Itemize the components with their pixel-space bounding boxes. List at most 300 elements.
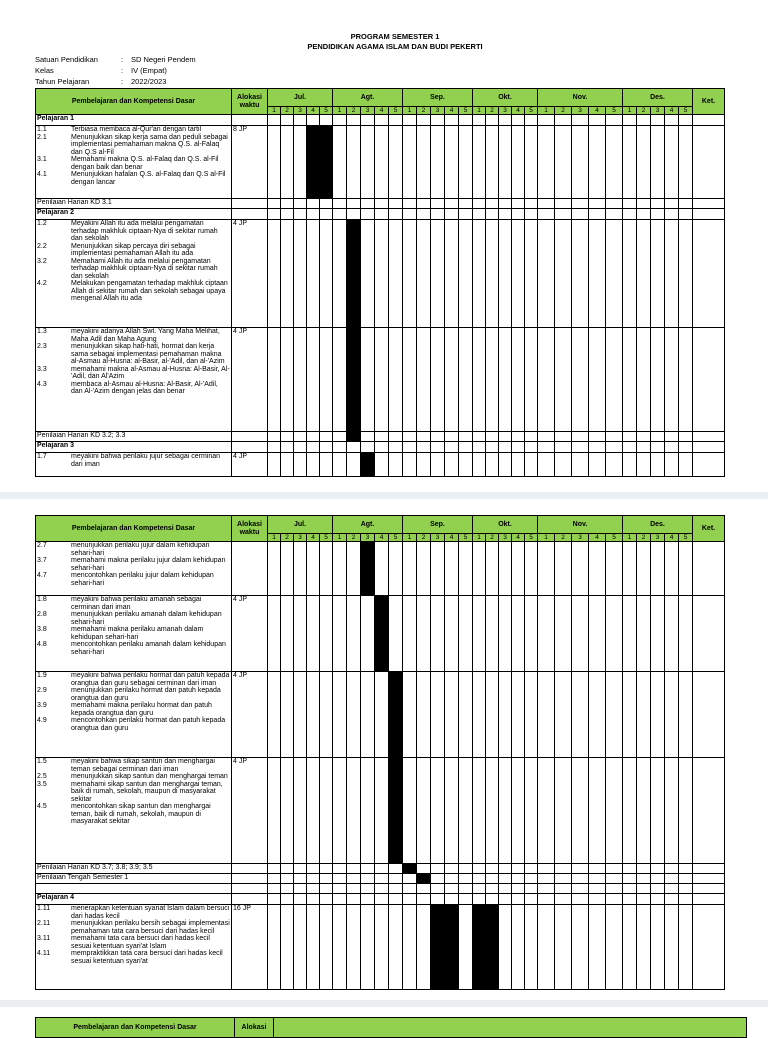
ket-header: Ket. [693,516,725,542]
week-cell [417,758,431,864]
week-cell [606,894,623,905]
week-cell [403,126,417,199]
week-cell [307,905,320,990]
week-cell [486,126,499,199]
week-cell [320,596,333,672]
lesson-title: Pelajaran 4 [36,894,232,905]
alokasi-cell: 4 JP [232,672,268,758]
week-number: 5 [320,107,333,115]
week-cell [606,672,623,758]
week-cell [361,199,375,209]
week-cell [538,884,555,894]
week-cell [623,209,637,220]
kd-item [37,781,230,804]
week-cell [486,596,499,672]
week-cell [375,328,389,432]
kd-number: 3.7 [37,557,47,565]
week-cell [679,596,693,672]
week-cell [555,542,572,596]
kd-number: 4.5 [37,803,47,811]
alokasi-header: Alokasi [235,1018,274,1038]
week-cell [589,199,606,209]
month-header: Sep. [403,89,473,107]
week-cell [623,758,637,864]
week-cell [637,432,651,442]
week-cell [307,596,320,672]
alokasi-cell: 8 JP [232,126,268,199]
week-cell [525,884,538,894]
week-cell [333,115,347,126]
kd-number: 1.2 [37,220,47,228]
week-cell [679,442,693,453]
kd-text: meyakini bahwa sikap santun dan menghargai teman sebagai cerminan dari iman [71,758,215,773]
week-cell [572,884,589,894]
ket-cell [693,432,725,442]
kd-number: 2.8 [37,611,47,619]
info-value: 2022/2023 [131,77,167,86]
alokasi-cell [232,209,268,220]
week-cell [499,596,512,672]
week-cell [431,453,445,477]
kd-text: mencontohkan perilaku jujur dalam kehidupan sehari-hari [71,572,214,587]
week-cell [361,894,375,905]
week-cell [555,126,572,199]
week-cell [572,905,589,990]
week-cell [347,126,361,199]
week-cell [572,432,589,442]
kd-cell [36,596,232,672]
kd-text: meyakini bahwa perilaku jujur sebagai cerminan dari iman [71,453,221,468]
week-cell [281,542,294,596]
week-cell [473,126,486,199]
week-cell [651,874,665,884]
week-cell [572,328,589,432]
week-cell [679,672,693,758]
week-cell [403,432,417,442]
week-cell [294,905,307,990]
kd-cell [36,126,232,199]
week-cell [403,596,417,672]
kd-item [37,758,230,773]
week-cell [361,672,375,758]
week-cell [307,864,320,874]
week-cell [403,672,417,758]
week-cell [320,672,333,758]
kd-text: meyakini bahwa perilaku amanah sebagai cerminan dari iman [71,596,202,611]
week-cell [333,905,347,990]
week-cell [486,220,499,328]
week-cell [268,442,281,453]
week-cell [665,894,679,905]
week-cell [637,905,651,990]
week-number: 2 [555,107,572,115]
week-number: 5 [606,534,623,542]
week-cell [333,209,347,220]
week-cell [445,115,459,126]
week-cell [512,126,525,199]
alokasi-cell [232,542,268,596]
week-cell [375,758,389,864]
kd-item [37,243,230,258]
week-cell [417,126,431,199]
week-cell [555,905,572,990]
week-cell [512,115,525,126]
week-cell [651,328,665,432]
kd-number: 2.7 [37,542,47,550]
week-cell [361,874,375,884]
week-cell [499,126,512,199]
week-cell [606,864,623,874]
kd-text: menerapkan ketentuan syariat Islam dalam bersuci dari hadas kecil [71,905,230,920]
week-number: 1 [538,107,555,115]
week-cell [651,126,665,199]
kd-item [37,572,230,587]
kd-item [37,542,230,557]
schedule-bar [445,905,459,990]
week-cell [637,542,651,596]
week-cell [389,126,403,199]
week-cell [637,328,651,432]
week-number: 5 [320,534,333,542]
week-cell [268,432,281,442]
week-cell [347,542,361,596]
week-cell [375,199,389,209]
week-cell [665,220,679,328]
week-cell [389,884,403,894]
week-cell [651,864,665,874]
week-cell [473,672,486,758]
week-cell [459,126,473,199]
week-cell [525,220,538,328]
week-cell [499,453,512,477]
week-cell [679,209,693,220]
week-cell [375,453,389,477]
schedule-bar [347,220,361,328]
week-cell [361,328,375,432]
week-cell [375,542,389,596]
week-cell [665,905,679,990]
week-cell [403,884,417,894]
week-cell [637,596,651,672]
week-cell [589,864,606,874]
week-number: 2 [637,107,651,115]
week-cell [307,453,320,477]
week-number: 4 [307,107,320,115]
kd-item [37,381,230,396]
week-cell [572,894,589,905]
week-cell [403,115,417,126]
week-cell [651,894,665,905]
week-number: 2 [555,534,572,542]
week-cell [473,894,486,905]
week-cell [473,328,486,432]
kd-cell [36,542,232,596]
week-cell [679,542,693,596]
kd-item [37,596,230,611]
week-cell [281,874,294,884]
week-cell [589,884,606,894]
week-number: 3 [294,534,307,542]
week-cell [637,874,651,884]
kd-text: mencontohkan perilaku hormat dan patuh kepada orangtua dan guru [71,717,226,732]
alokasi-cell: 4 JP [232,758,268,864]
week-number: 1 [623,107,637,115]
week-number: 4 [665,534,679,542]
kd-text: memahami makna perilaku jujur dalam kehidupan sehari-hari [71,557,226,572]
week-cell [333,328,347,432]
week-number: 4 [665,107,679,115]
kd-number: 1.5 [37,758,47,766]
week-cell [499,209,512,220]
week-cell [281,199,294,209]
week-number: 4 [589,107,606,115]
week-cell [459,905,473,990]
week-cell [281,894,294,905]
week-cell [512,220,525,328]
alokasi-cell [232,432,268,442]
week-cell [294,209,307,220]
week-cell [459,894,473,905]
week-cell [665,453,679,477]
week-cell [623,220,637,328]
week-cell [375,432,389,442]
week-cell [589,596,606,672]
week-cell [637,442,651,453]
week-cell [347,874,361,884]
week-cell [294,894,307,905]
week-cell [445,672,459,758]
week-cell [651,905,665,990]
week-number: 3 [499,107,512,115]
week-cell [268,758,281,864]
week-cell [486,894,499,905]
week-cell [268,874,281,884]
week-cell [512,442,525,453]
week-cell [651,432,665,442]
week-cell [417,328,431,432]
info-row: Tahun Pelajaran : 2022/2023 [35,77,167,86]
week-cell [512,905,525,990]
week-cell [361,209,375,220]
kd-item [37,672,230,687]
week-cell [389,542,403,596]
week-cell [281,126,294,199]
week-cell [375,209,389,220]
week-cell [538,758,555,864]
week-cell [651,542,665,596]
week-number: 2 [281,534,294,542]
week-cell [499,864,512,874]
week-cell [623,453,637,477]
week-cell [572,672,589,758]
week-cell [361,758,375,864]
week-cell [307,442,320,453]
week-cell [555,884,572,894]
week-number: 1 [403,534,417,542]
week-cell [623,596,637,672]
empty-cell [36,884,232,894]
week-cell [679,328,693,432]
week-cell [459,542,473,596]
week-cell [486,328,499,432]
week-cell [606,220,623,328]
alokasi-cell: 4 JP [232,596,268,672]
week-cell [431,115,445,126]
week-cell [499,442,512,453]
week-cell [679,115,693,126]
week-cell [307,884,320,894]
week-cell [572,542,589,596]
week-number: 3 [572,107,589,115]
kd-item [37,557,230,572]
kd-number: 1.9 [37,672,47,680]
week-cell [499,220,512,328]
week-cell [403,328,417,432]
month-header: Agt. [333,516,403,534]
week-cell [538,672,555,758]
week-cell [486,874,499,884]
page-separator [0,492,768,499]
week-cell [268,672,281,758]
week-cell [525,432,538,442]
week-cell [499,884,512,894]
week-cell [572,453,589,477]
week-cell [333,432,347,442]
week-cell [637,220,651,328]
week-cell [538,115,555,126]
kd-number: 1.11 [37,905,51,913]
week-cell [589,209,606,220]
week-cell [389,905,403,990]
schedule-bar [389,672,403,758]
week-cell [555,874,572,884]
week-cell [320,432,333,442]
alokasi-cell [232,442,268,453]
week-number: 2 [417,107,431,115]
week-cell [403,442,417,453]
week-cell [679,864,693,874]
week-cell [665,672,679,758]
week-number: 2 [347,107,361,115]
ket-cell [693,894,725,905]
week-cell [589,328,606,432]
assessment-label: Penilaian Harian KD 3.7; 3.8; 3.9; 3.5 [36,864,232,874]
week-cell [679,453,693,477]
week-cell [459,432,473,442]
week-cell [486,542,499,596]
week-cell [281,864,294,874]
week-cell [486,672,499,758]
week-cell [389,220,403,328]
week-cell [459,220,473,328]
schedule-bar [361,453,375,477]
kd-number: 3.1 [37,156,47,164]
week-number: 3 [431,107,445,115]
week-cell [417,542,431,596]
week-cell [307,115,320,126]
week-cell [459,453,473,477]
week-cell [606,209,623,220]
week-cell [347,672,361,758]
week-cell [512,874,525,884]
schedule-bar [486,905,499,990]
week-cell [606,442,623,453]
schedule-bar [361,542,375,596]
week-number: 3 [431,534,445,542]
week-cell [333,596,347,672]
week-cell [294,115,307,126]
week-cell [281,220,294,328]
kd-number: 3.11 [37,935,51,943]
week-cell [538,432,555,442]
week-cell [637,758,651,864]
week-number: 1 [333,107,347,115]
kd-item [37,702,230,717]
week-number: 5 [606,107,623,115]
week-number: 2 [637,534,651,542]
week-cell [307,432,320,442]
week-cell [294,453,307,477]
week-number: 1 [268,534,281,542]
week-cell [445,442,459,453]
kd-number: 2.9 [37,687,47,695]
week-cell [417,115,431,126]
week-cell [572,874,589,884]
week-cell [512,884,525,894]
kd-text: menunjukkan perilaku hormat dan patuh kepada orangtua dan guru [71,687,221,702]
info-value: IV (Empat) [131,66,167,75]
week-cell [320,220,333,328]
week-cell [525,126,538,199]
info-key: Satuan Pendidikan [35,55,98,64]
week-number: 2 [347,534,361,542]
kd-item [37,280,230,303]
week-number: 4 [512,534,525,542]
week-cell [623,432,637,442]
week-cell [417,220,431,328]
week-cell [375,905,389,990]
kd-text: Menunjukkan sikap percaya diri sebagai implementasi pemahaman Allah itu ada [71,242,196,258]
kd-cell [36,672,232,758]
week-cell [651,115,665,126]
week-cell [606,432,623,442]
kd-item [37,366,230,381]
week-cell [525,672,538,758]
week-cell [589,894,606,905]
kd-text: Menunjukkan sikap kerja sama dan peduli sebagai implementasi pemahaman makna Q.S. al-Falaq dan Q.S al-Fil [71,133,228,156]
week-number: 4 [512,107,525,115]
kd-item [37,343,230,366]
kd-item [37,453,230,468]
schedule-bar [375,596,389,672]
ket-cell [693,209,725,220]
week-cell [606,596,623,672]
week-cell [347,442,361,453]
kd-number: 4.7 [37,572,47,580]
week-cell [555,758,572,864]
week-cell [361,864,375,874]
week-cell [445,126,459,199]
week-cell [333,758,347,864]
week-cell [651,453,665,477]
week-number: 1 [333,534,347,542]
week-cell [499,874,512,884]
week-cell [307,542,320,596]
week-cell [651,596,665,672]
week-cell [445,209,459,220]
kd-header: Pembelajaran dan Kompetensi Dasar [36,516,232,542]
document-subtitle: PENDIDIKAN AGAMA ISLAM DAN BUDI PEKERTI [307,42,483,51]
